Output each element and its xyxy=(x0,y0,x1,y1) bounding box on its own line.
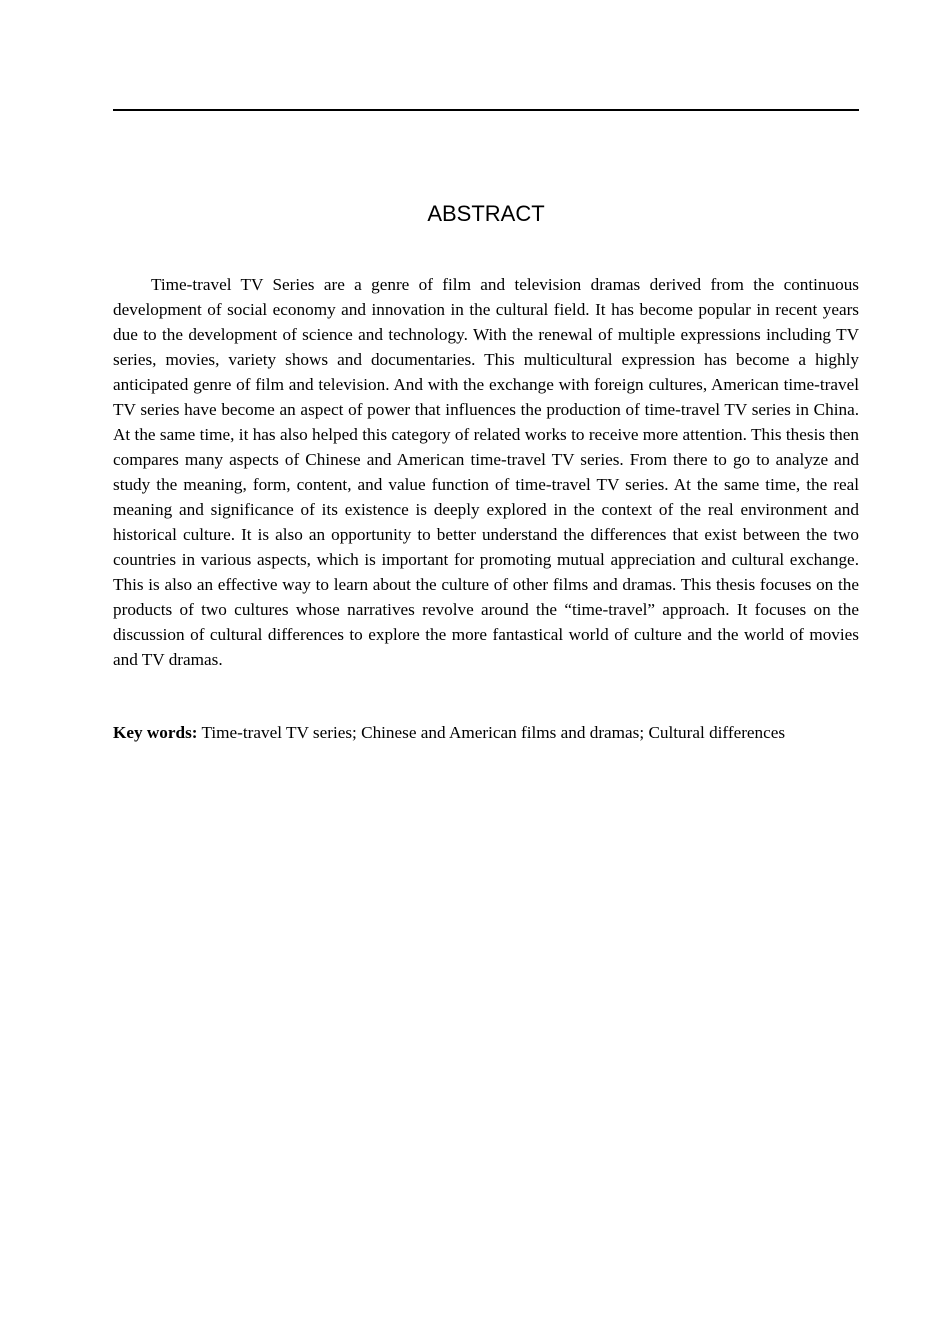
keywords-label: Key words: xyxy=(113,723,198,742)
header-rule xyxy=(113,109,859,111)
abstract-title: ABSTRACT xyxy=(427,201,545,226)
abstract-paragraph: Time-travel TV Series are a genre of film and television dramas derived from the continuous development of social economy and innovation in the cultural field. It has become popular in recent years due to the development of science and technology. With the renewal of multiple expressions including TV series, movies, variety shows and documentaries. This multicultural expression has become a highly anticipated genre of film and television. And with the exchange with foreign cultures, American time-travel TV series have become an aspect of power that influences the production of time-travel TV series in China. At the same time, it has also helped this category of related works to receive more attention. This thesis then compares many aspects of Chinese and American time-travel TV series. From there to go to analyze and study the meaning, form, content, and value function of time-travel TV series. At the same time, the real meaning and significance of its existence is deeply explored in the context of the real environment and historical culture. It is also an opportunity to better understand the differences that exist between the two countries in various aspects, which is important for promoting mutual appreciation and cultural exchange. This is also an effective way to learn about the culture of other films and dramas. This thesis focuses on the products of two cultures whose narratives revolve around the “time-travel” approach. It focuses on the discussion of cultural differences to explore the more fantastical world of culture and the world of movies and TV dramas. xyxy=(113,275,859,669)
keywords-paragraph xyxy=(113,720,859,745)
keywords-text: Time-travel TV series; Chinese and American films and dramas; Cultural differences xyxy=(201,723,786,742)
